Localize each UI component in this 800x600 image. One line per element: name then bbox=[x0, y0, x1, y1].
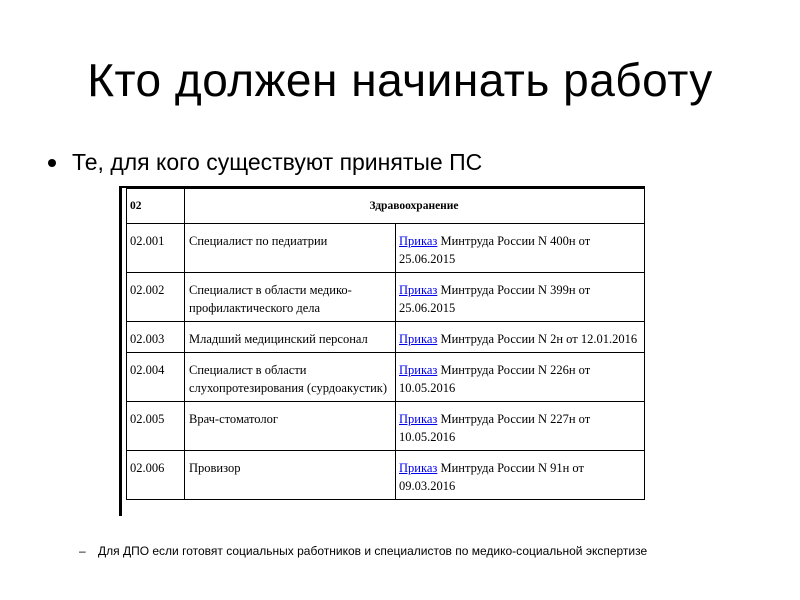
header-group: Здравоохранение bbox=[185, 189, 645, 224]
row-code: 02.003 bbox=[127, 322, 185, 353]
header-code: 02 bbox=[127, 189, 185, 224]
row-name: Младший медицинский персонал bbox=[185, 322, 396, 353]
row-code: 02.004 bbox=[127, 353, 185, 402]
bullet-dot-icon bbox=[48, 159, 56, 167]
bullet-text: Те, для кого существуют принятые ПС bbox=[72, 149, 483, 175]
row-code: 02.002 bbox=[127, 273, 185, 322]
table-row bbox=[127, 224, 645, 273]
order-details: Минтруда России N 400н от 25.06.2015 bbox=[399, 234, 591, 266]
row-document bbox=[396, 353, 645, 402]
row-name: Врач-стоматолог bbox=[185, 402, 396, 451]
order-details: Минтруда России N 2н от 12.01.2016 bbox=[437, 332, 638, 346]
table-row bbox=[127, 451, 645, 500]
order-details: Минтруда России N 399н от 25.06.2015 bbox=[399, 283, 591, 315]
row-name: Специалист в области медико-профилактического дела bbox=[185, 273, 396, 322]
standards-table-image bbox=[119, 186, 645, 516]
slide-title: Кто должен начинать работу bbox=[87, 54, 713, 106]
row-document bbox=[396, 451, 645, 500]
order-details: Минтруда России N 227н от 10.05.2016 bbox=[399, 412, 591, 444]
row-code: 02.001 bbox=[127, 224, 185, 273]
table-row bbox=[127, 402, 645, 451]
table-row bbox=[127, 353, 645, 402]
table-row bbox=[127, 322, 645, 353]
order-link[interactable]: Приказ bbox=[399, 234, 438, 248]
row-code: 02.005 bbox=[127, 402, 185, 451]
order-details: Минтруда России N 226н от 10.05.2016 bbox=[399, 363, 591, 395]
subbullet-text: Для ДПО если готовят социальных работников и специалистов по медико-социальной экспертизе bbox=[98, 544, 648, 558]
table-row bbox=[127, 273, 645, 322]
order-link[interactable]: Приказ bbox=[399, 363, 438, 377]
subbullet-marker: – bbox=[79, 544, 86, 558]
row-document bbox=[396, 322, 645, 353]
row-document bbox=[396, 402, 645, 451]
row-document bbox=[396, 224, 645, 273]
order-link[interactable]: Приказ bbox=[399, 412, 438, 426]
row-document bbox=[396, 273, 645, 322]
standards-table bbox=[126, 188, 645, 500]
order-link[interactable]: Приказ bbox=[399, 332, 438, 346]
table-header-row bbox=[127, 189, 645, 224]
order-link[interactable]: Приказ bbox=[399, 461, 438, 475]
order-details: Минтруда России N 91н от 09.03.2016 bbox=[399, 461, 584, 493]
row-name: Специалист в области слухопротезирования (сурдоакустик) bbox=[185, 353, 396, 402]
row-code: 02.006 bbox=[127, 451, 185, 500]
row-name: Специалист по педиатрии bbox=[185, 224, 396, 273]
order-link[interactable]: Приказ bbox=[399, 283, 438, 297]
row-name: Провизор bbox=[185, 451, 396, 500]
